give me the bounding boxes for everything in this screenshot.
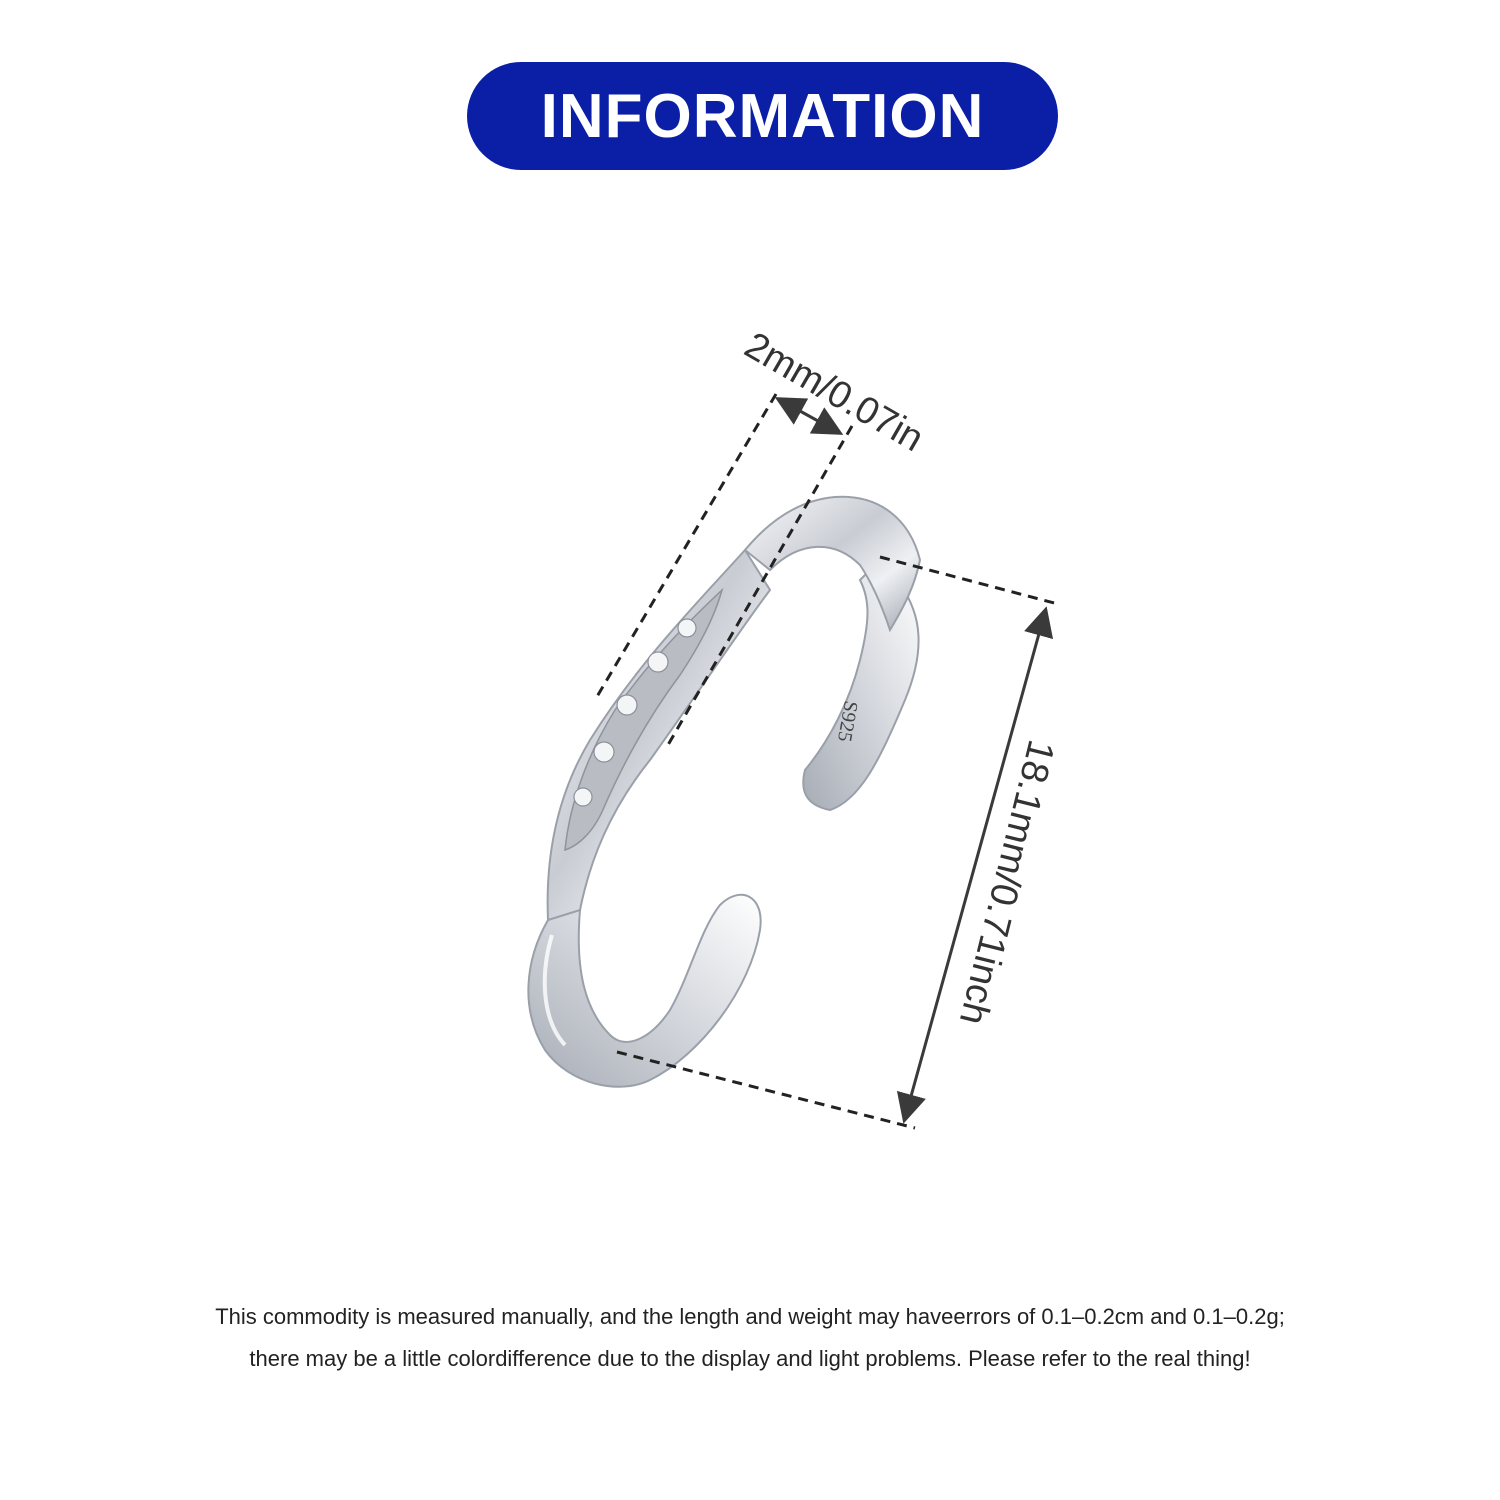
stone [678, 619, 696, 637]
ring-front-band [548, 550, 770, 925]
disclaimer-line-2: there may be a little colordifference due to the display and light problems. Please refer to the real thing! [249, 1346, 1251, 1371]
width-label: 2mm/0.07in [737, 324, 931, 461]
stone [617, 695, 637, 715]
stone-channel [565, 590, 722, 850]
banner-title: INFORMATION [540, 81, 985, 151]
ring-lower-twist [528, 895, 760, 1087]
height-label: 18.1mm/0.71inch [950, 735, 1063, 1029]
stone [594, 742, 614, 762]
ring-image [528, 497, 920, 1087]
disclaimer-line-1: This commodity is measured manually, and the length and weight may haveerrors of 0.1–0.2cm and 0.1–0.2g; [215, 1304, 1285, 1329]
disclaimer [0, 1296, 1500, 1380]
stone [648, 652, 668, 672]
stone [574, 788, 592, 806]
hallmark-stamp: S925 [832, 699, 862, 744]
